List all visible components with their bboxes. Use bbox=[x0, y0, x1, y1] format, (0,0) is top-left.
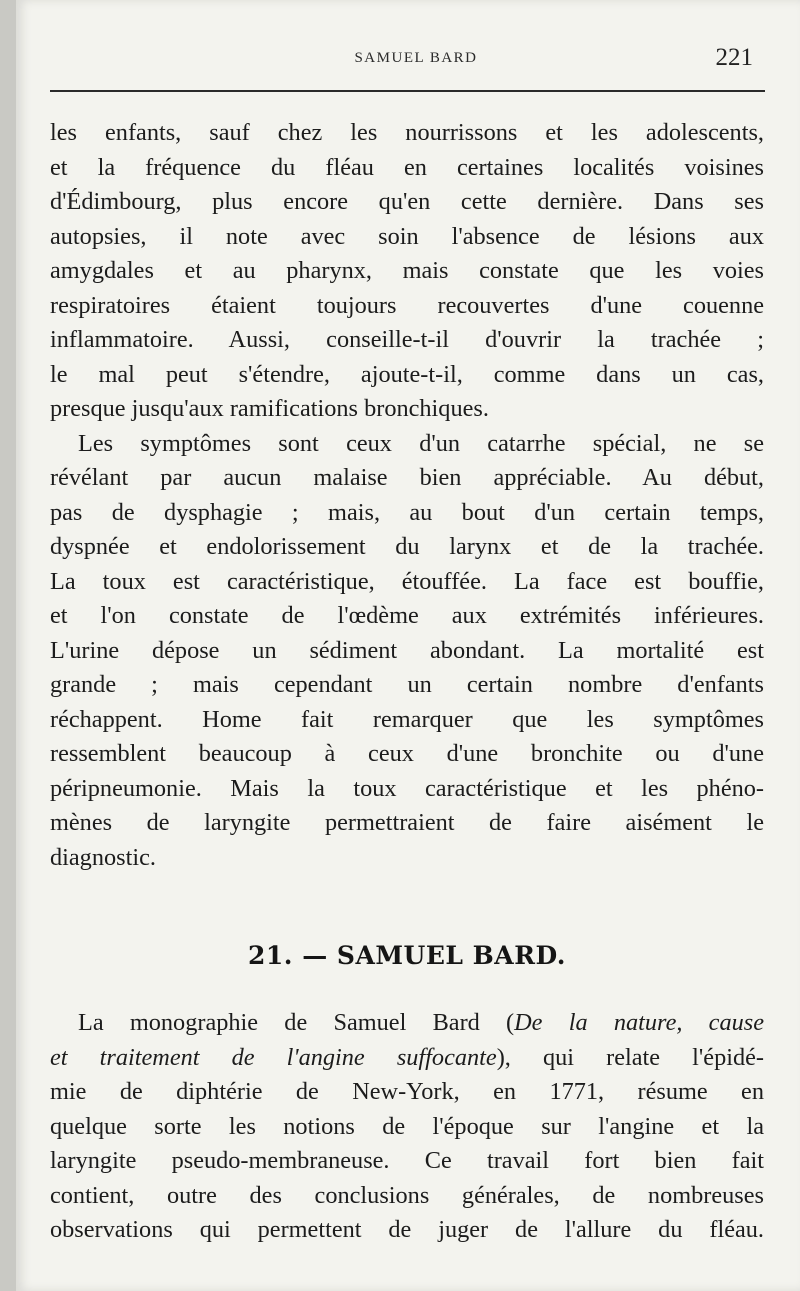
text-line: autopsies, il note avec soin l'absence de lésions aux bbox=[50, 222, 764, 250]
text-line: Les symptômes sont ceux d'un catarrhe spécial, ne se bbox=[78, 429, 764, 457]
section-heading: 21. — SAMUEL BARD. bbox=[248, 941, 566, 970]
text-line: mie de diphtérie de New-York, en 1771, résume en bbox=[50, 1078, 764, 1105]
running-head-title: SAMUEL BARD bbox=[354, 50, 478, 66]
text-line: inflammatoire. Aussi, conseille-t-il d'ouvrir la trachée ; bbox=[50, 326, 764, 353]
text-line: et l'on constate de l'œdème aux extrémités inférieures. bbox=[50, 602, 764, 629]
text-line: presque jusqu'aux ramifications bronchiques. bbox=[50, 395, 489, 422]
text-line: révélant par aucun malaise bien appréciable. Au début, bbox=[50, 464, 764, 491]
running-head bbox=[16, 46, 800, 76]
text-line: laryngite pseudo-membraneuse. Ce travail fort bien fait bbox=[50, 1147, 764, 1174]
text-line: le mal peut s'étendre, ajoute-t-il, comme dans un cas, bbox=[50, 360, 764, 388]
text-run: ), qui relate l'épidé- bbox=[496, 1043, 765, 1071]
text-line bbox=[50, 1041, 764, 1076]
text-line: grande ; mais cependant un certain nombre d'enfants bbox=[50, 671, 764, 698]
text-line: réchappent. Home fait remarquer que les symptômes bbox=[50, 705, 764, 733]
text-line: mènes de laryngite permettraient de faire aisément le bbox=[50, 809, 764, 836]
page-number: 221 bbox=[715, 44, 753, 71]
text-line: d'Édimbourg, plus encore qu'en cette dernière. Dans ses bbox=[50, 188, 764, 215]
text-line: péripneumonie. Mais la toux caractéristique et les phéno- bbox=[50, 774, 764, 802]
text-run: La monographie de Samuel Bard ( bbox=[78, 1009, 515, 1036]
book-title-italic: De la nature, cause bbox=[514, 1009, 765, 1036]
text-line: quelque sorte les notions de l'époque sur l'angine et la bbox=[50, 1112, 764, 1140]
text-line: observations qui permettent de juger de l'allure du fléau. bbox=[50, 1216, 764, 1243]
text-line: respiratoires étaient toujours recouvertes d'une couenne bbox=[50, 291, 764, 319]
body-text-bottom bbox=[50, 1006, 764, 1248]
text-line: pas de dysphagie ; mais, au bout d'un certain temps, bbox=[50, 498, 764, 526]
text-line: ressemblent beaucoup à ceux d'une bronchite ou d'une bbox=[50, 740, 764, 767]
header-rule bbox=[50, 90, 765, 92]
text-line bbox=[50, 1006, 764, 1041]
paragraph-symptoms bbox=[50, 427, 764, 876]
text-line: et la fréquence du fléau en certaines localités voisines bbox=[50, 153, 764, 181]
book-title-italic: et traitement de l'angine suffocante bbox=[50, 1043, 497, 1071]
paragraph-continued bbox=[50, 116, 764, 427]
text-line: diagnostic. bbox=[50, 843, 156, 871]
text-line: amygdales et au pharynx, mais constate que les voies bbox=[50, 257, 764, 284]
text-line: La toux est caractéristique, étouffée. La face est bouffie, bbox=[50, 567, 764, 595]
text-line: contient, outre des conclusions générales, de nombreuses bbox=[50, 1181, 764, 1209]
text-line: L'urine dépose un sédiment abondant. La mortalité est bbox=[50, 636, 764, 664]
body-text-top bbox=[50, 116, 764, 875]
paragraph-monograph bbox=[50, 1006, 764, 1248]
book-page bbox=[16, 0, 800, 1291]
text-line: dyspnée et endolorissement du larynx et de la trachée. bbox=[50, 533, 764, 560]
text-line: les enfants, sauf chez les nourrissons et les adolescents, bbox=[50, 119, 764, 146]
